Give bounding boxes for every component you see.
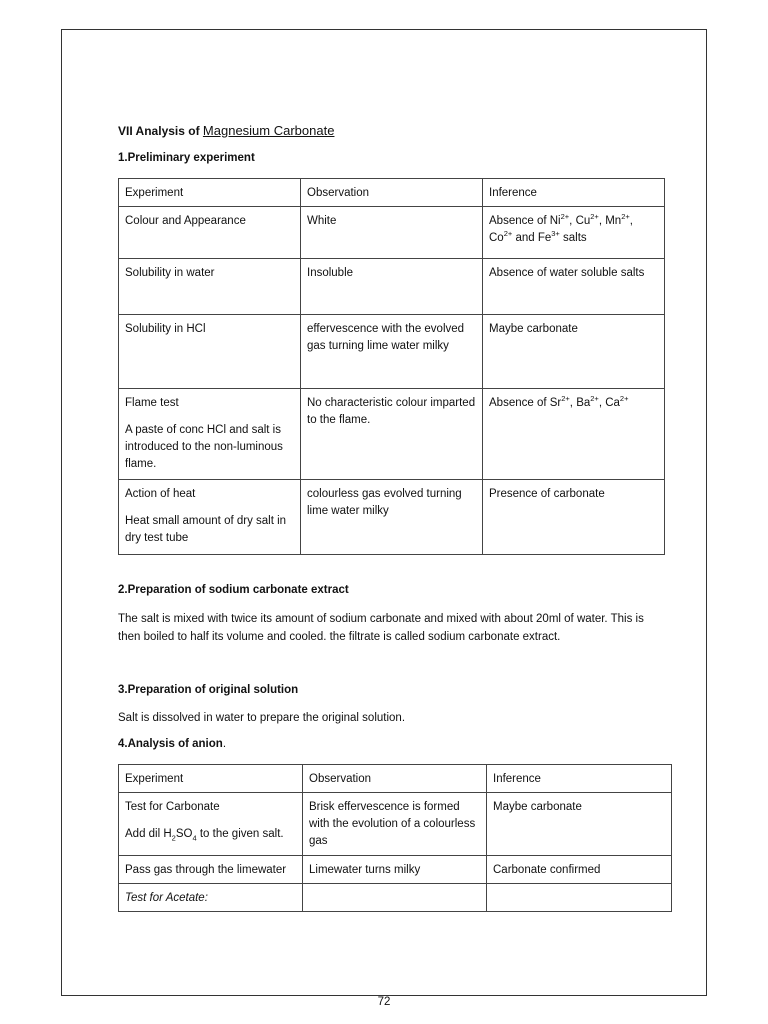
section1-heading: 1.Preliminary experiment (118, 152, 255, 164)
experiment-cell: Action of heat Heat small amount of dry salt in dry test tube (119, 480, 301, 555)
column-header: Inference (487, 765, 672, 793)
table-row (119, 856, 672, 884)
table-row (119, 884, 672, 912)
table-row (119, 207, 665, 259)
experiment-cell: Solubility in water (119, 259, 301, 315)
observation-cell: No characteristic colour imparted to the flame. (301, 389, 483, 480)
inference-cell: Absence of $Sr^{2+}$, $Ba^{2+}$, $Ca^{2+}$ (483, 389, 665, 480)
inference-cell: Absence of $Ni^{2+}$, $Cu^{2+}$, $Mn^{2+}$, $Co^{2+}$ and $Fe^{3+}$ salts (483, 207, 665, 259)
experiment-cell: Solubility in HCl (119, 315, 301, 389)
column-header: Inference (483, 179, 665, 207)
inference-cell: Maybe carbonate (483, 315, 665, 389)
section4-heading: 4.Analysis of anion. (118, 738, 227, 750)
inference-cell: Maybe carbonate (487, 793, 672, 856)
inference-cell: Absence of water soluble salts (483, 259, 665, 315)
section2-paragraph: The salt is mixed with twice its amount of sodium carbonate and mixed with about 20ml of water. This is then boiled to half its volume and cooled. the filtrate is called sodium carbonate extract. (118, 613, 644, 643)
observation-cell: effervescence with the evolved gas turning lime water milky (301, 315, 483, 389)
observation-cell: Brisk effervescence is formed with the evolution of a colourless gas (303, 793, 487, 856)
table-row (119, 315, 665, 389)
inference-cell: Carbonate confirmed (487, 856, 672, 884)
observation-cell: Limewater turns milky (303, 856, 487, 884)
observation-cell: colourless gas evolved turning lime water milky (301, 480, 483, 555)
title-subject: Magnesium Carbonate (202, 123, 335, 138)
experiment-cell: Pass gas through the limewater (119, 856, 303, 884)
column-header: Experiment (119, 179, 301, 207)
inference-cell: Presence of carbonate (483, 480, 665, 555)
observation-cell: White (301, 207, 483, 259)
experiment-cell: Colour and Appearance (119, 207, 301, 259)
table-row (119, 480, 665, 555)
anion-table (118, 764, 672, 912)
column-header: Observation (303, 765, 487, 793)
table-header-row (119, 179, 665, 207)
column-header: Observation (301, 179, 483, 207)
inference-cell (487, 884, 672, 912)
observation-cell (303, 884, 487, 912)
observation-cell: Insoluble (301, 259, 483, 315)
column-header: Experiment (119, 765, 303, 793)
table-row (119, 259, 665, 315)
table-row (119, 793, 672, 856)
page-number: 72 (377, 996, 391, 1008)
experiment-cell: Flame test A paste of conc HCl and salt is introduced to the non-luminous flame. (119, 389, 301, 480)
table-row (119, 389, 665, 480)
section3-paragraph: Salt is dissolved in water to prepare the original solution. (118, 712, 406, 724)
preliminary-table (118, 178, 665, 555)
experiment-cell: Test for Acetate: (119, 884, 303, 912)
section2-heading: 2.Preparation of sodium carbonate extract (118, 584, 349, 596)
section3-heading: 3.Preparation of original solution (118, 684, 299, 696)
experiment-cell: Test for Carbonate Add dil $H_2SO_4$ to the given salt. (119, 793, 303, 856)
page-title: VII Analysis of Magnesium Carbonate (118, 123, 335, 138)
table-header-row (119, 765, 672, 793)
